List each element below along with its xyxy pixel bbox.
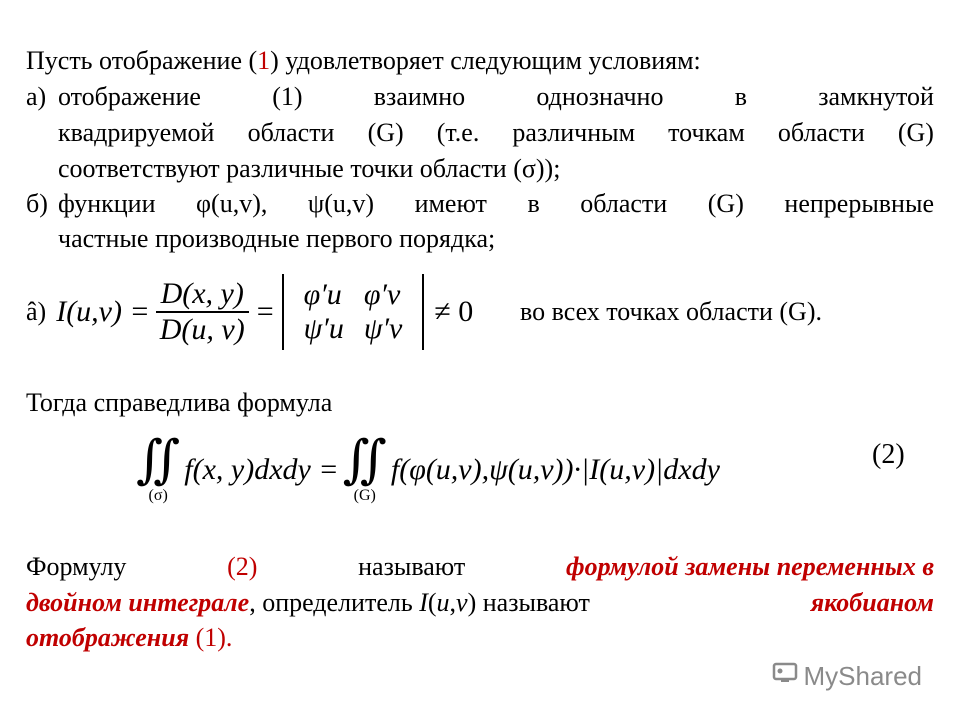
formula-lhs: f(x, y)dxdy = <box>184 453 339 486</box>
term-change-of-variables: формулой замены переменных в <box>565 552 934 581</box>
cond-b-line1 <box>58 189 934 219</box>
word: области <box>247 118 335 147</box>
det-entry-phi-v: φ′v <box>363 278 401 311</box>
projector-icon <box>772 661 798 692</box>
conclusion-determinant-text: , определитель <box>249 588 420 617</box>
intro-text: Пусть отображение ( <box>26 46 258 75</box>
integral-domain-right: (G) <box>353 487 376 504</box>
word: (т.е. <box>436 118 480 147</box>
cond-a-line3: соответствуют различные точки области (σ)); <box>58 154 561 183</box>
fraction-denominator: D(u, v) <box>156 311 249 345</box>
jacobian-determinant <box>282 274 425 350</box>
word: области <box>777 118 865 147</box>
myshared-watermark <box>772 661 923 692</box>
intro-line <box>26 46 701 76</box>
word: ψ(u,v) <box>307 189 375 218</box>
integral-symbol-right: ∬ <box>342 432 387 489</box>
word: различным <box>512 118 636 147</box>
var-v: v <box>456 588 468 617</box>
cond-a-line1 <box>58 82 934 112</box>
det-entry-psi-v: ψ′v <box>363 312 403 345</box>
double-integral-right <box>342 432 387 505</box>
intro-ref: 1 <box>257 46 271 75</box>
jacobian-fraction <box>156 279 249 345</box>
cond-b-marker: б) <box>26 189 48 218</box>
jacobian-formula <box>26 262 473 362</box>
word: точкам <box>668 118 745 147</box>
det-entry-psi-u: ψ′u <box>303 312 344 345</box>
conclusion-line2 <box>26 588 934 618</box>
integral-symbol-left: ∬ <box>136 432 181 489</box>
det-entry-phi-u: φ′u <box>303 278 342 311</box>
jacobian-symbol: I <box>419 588 428 617</box>
conclusion-word-called: называют <box>358 552 466 581</box>
word: функции <box>58 189 156 218</box>
var-u: u <box>436 588 450 617</box>
jacobian-lhs: I(u,v) = <box>56 295 150 328</box>
intro-text-end: ) удовлетворяет следующим условиям: <box>270 46 701 75</box>
conclusion-word-formula: Формулу <box>26 552 127 581</box>
word: отображение <box>58 82 201 111</box>
word: φ(u,v), <box>196 189 268 218</box>
word: (G) <box>367 118 404 147</box>
word: имеют <box>414 189 487 218</box>
conclusion-ref-1: (1). <box>189 623 233 652</box>
word: квадрируемой <box>58 118 215 147</box>
conclusion-ref-2: (2) <box>227 552 258 581</box>
paren-open: ( <box>427 588 437 617</box>
then-text: Тогда справедлива формула <box>26 388 333 417</box>
word: (G) <box>897 118 934 147</box>
word: области <box>580 189 668 218</box>
cond-c-tail: во всех точках области (G). <box>520 297 822 326</box>
word: в <box>527 189 540 218</box>
word: замкнутой <box>818 82 934 111</box>
formula-rhs: f(φ(u,v),ψ(u,v))·|I(u,v)|dxdy <box>390 453 720 486</box>
word: взаимно <box>373 82 466 111</box>
conclusion-line3 <box>26 623 232 653</box>
integral-domain-left: (σ) <box>148 487 168 504</box>
conclusion-line1 <box>26 552 934 582</box>
fraction-numerator: D(x, y) <box>160 277 244 310</box>
change-of-variables-formula <box>136 425 720 515</box>
word: однозначно <box>536 82 664 111</box>
word: непрерывные <box>784 189 934 218</box>
term-jacobian: якобианом <box>810 588 934 617</box>
term-double-integral: двойном интеграле <box>26 588 250 617</box>
word: (G) <box>707 189 744 218</box>
comma: , <box>449 588 457 617</box>
formula-number: (2) <box>872 439 905 470</box>
term-mapping: отображения <box>26 623 190 652</box>
word: (1) <box>272 82 303 111</box>
cond-a-line2 <box>58 118 934 148</box>
cond-c-marker: â) <box>26 297 47 326</box>
watermark-text: MyShared <box>803 661 922 691</box>
cond-b-line2: частные производные первого порядка; <box>58 224 496 253</box>
cond-a-marker: а) <box>26 82 47 111</box>
word: в <box>734 82 747 111</box>
equals-sign: = <box>256 295 274 328</box>
double-integral-left <box>136 432 181 505</box>
conclusion-called-text: ) называют <box>467 588 590 617</box>
not-equal-zero: ≠ 0 <box>434 295 474 328</box>
